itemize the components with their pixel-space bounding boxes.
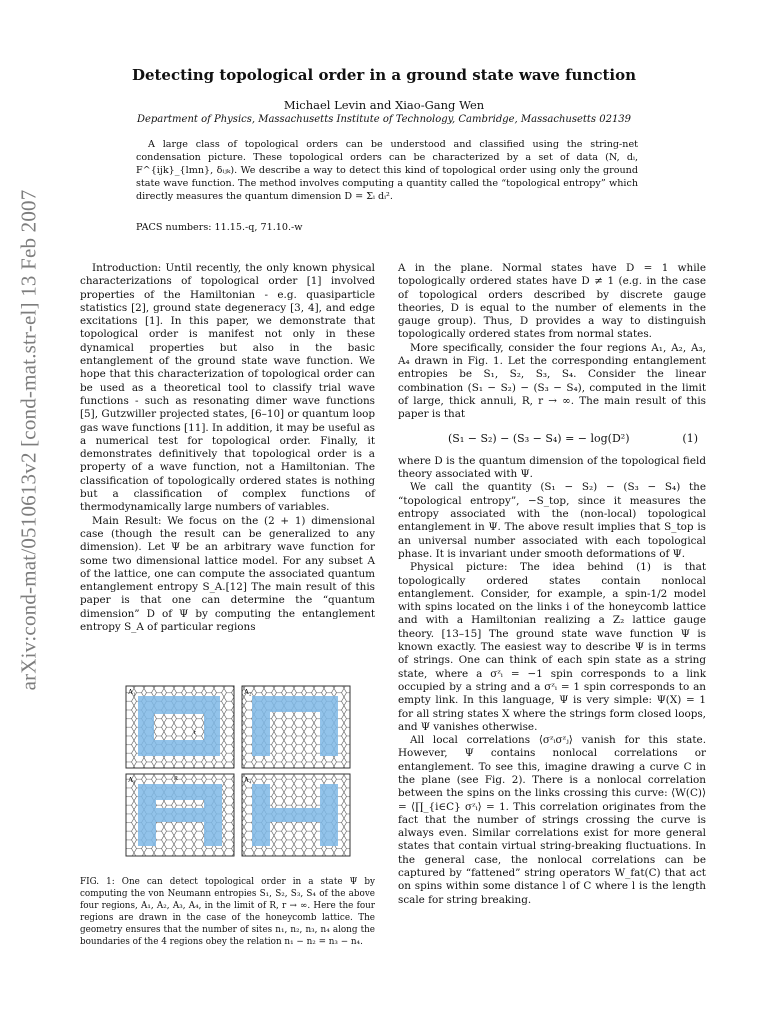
equation-1: [398, 422, 706, 455]
right-column: [398, 262, 706, 907]
right-paragraph-5: Physical picture: The idea behind (1) is that topologically ordered states contain nonlocal entanglement. Consider, for example, a spin-1/2 model with spins located on the links i of the honeycomb lattice and with a Hamiltonian realizing a Z₂ lattice gauge theory. [13–15] The ground state wave function Ψ is known exactly. The easiest way to describe Ψ is in terms of strings. One can think of each spin state as a string state, where a σᶻᵢ = −1 spin corresponds to a link occupied by a string and a σᶻᵢ = 1 spin corresponds to an empty link. In this language, Ψ is very simple: Ψ(X) = 1 for all string states X where the strings form closed loops, and Ψ vanishes otherwise.: [398, 561, 706, 733]
paper-title: Detecting topological order in a ground state wave function: [131, 66, 637, 84]
arxiv-sidebar: [10, 170, 48, 710]
label-r: r: [194, 730, 196, 736]
panel-a1: [126, 686, 234, 768]
intro-paragraph: Introduction: Until recently, the only known physical characterizations of topological order [1] involved properties of the Hamiltonian - e.g. quasiparticle statistics [2], ground state degeneracy [3, 4], and edge excitations [1]. In this paper, we demonstrate that topological order is manifest not only in these dynamical properties but also in the basic entanglement of the ground state wave function. We hope that this characterization of topological order can be used as a theoretical tool to classify trial wave functions - such as resonating dimer wave functions [5], Gutzwiller projected states, [6–10] or quantum loop gas wave functions [11]. In addition, it may be useful as a numerical test for topological order. Finally, it demonstrates definitively that topological order is a property of a wave function, not a Hamiltonian. The classification of topologically ordered states is nothing but a classification of complex functions of thermodynamically large numbers of variables.: [80, 262, 375, 514]
panel-a2: [242, 686, 350, 768]
paper-affiliation: Department of Physics, Massachusetts Institute of Technology, Cambridge, Massachusetts 02139: [136, 114, 632, 125]
right-paragraph-4: We call the quantity (S₁ − S₂) − (S₃ − S₄) the “topological entropy”, −S_top, since it measures the entropy associated with the (non-local) topological entanglement in Ψ. The above result implies that S_top is an universal number associated with each topological phase. It is invariant under smooth deformations of Ψ.: [398, 481, 706, 560]
label-a2: A₂: [244, 688, 252, 696]
panel-a4: [242, 774, 350, 856]
paper-authors: Michael Levin and Xiao-Gang Wen: [283, 98, 485, 112]
arxiv-identifier: arXiv:cond-mat/0510613v2 [cond-mat.str-el] 13 Feb 2007: [16, 189, 41, 691]
label-a3: A₃: [128, 776, 136, 784]
pacs-numbers: PACS numbers: 11.15.-q, 71.10.-w: [136, 222, 303, 233]
right-paragraph-1: A in the plane. Normal states have D = 1 while topologically ordered states have D ≠ 1 (e.g. in the case of topological orders described by discrete gauge theories, D is equal to the number of elements in the gauge group). Thus, D provides a way to distinguish topologically ordered states from normal states.: [398, 262, 706, 341]
main-result-paragraph: Main Result: We focus on the (2 + 1) dimensional case (though the result can be generalized to any dimension). Let Ψ be an arbitrary wave function for some two dimensional lattice model. For any subset A of the lattice, one can compute the associated quantum entanglement entropy S_A.[12] The main result of this paper is that one can determine the “quantum dimension” D of Ψ by computing the entanglement entropy S_A of particular regions: [80, 514, 375, 634]
equation-number: (1): [682, 431, 698, 445]
label-a4: A₄: [244, 776, 252, 784]
right-paragraph-3: where D is the quantum dimension of the topological field theory associated with Ψ.: [398, 454, 706, 481]
caption-text: FIG. 1: One can detect topological order in a state Ψ by computing the von Neumann entropies S₁, S₂, S₃, S₄ of the above four regions, A₁, A₂, A₃, A₄, in the limit of R, r → ∞. Here the four regions are drawn in the case of the honeycomb lattice. The geometry ensures that the number of sites n₁, n₂, n₃, n₄ along the boundaries of the 4 regions obey the relation n₁ − n₂ = n₃ − n₄.: [80, 877, 375, 947]
right-paragraph-6: All local correlations ⟨σᶻᵢσᶻⱼ⟩ vanish for this state. However, Ψ contains nonlocal correlations or entanglement. To see this, imagine drawing a curve C in the plane (see Fig. 2). There is a nonlocal correlation between the spins on the links crossing this curve: ⟨W(C)⟩ = ⟨∏_{i∈C} σᶻᵢ⟩ = 1. This correlation originates from the fact that the number of strings crossing the curve is always even. Similar correlations exist for more general states that contain virtual string-breaking fluctuations. In the general case, the nonlocal correlations can be captured by “fattened” string operators W_fat(C) that act on spins within some distance l of C where l is the length scale for string breaking.: [398, 734, 706, 906]
equation-body: (S₁ − S₂) − (S₃ − S₄) = − log(D²): [448, 431, 630, 445]
figure-1-caption: [80, 876, 375, 948]
abstract: A large class of topological orders can be understood and classified using the string-net condensation picture. These topological orders can be characterized by a set of data (N, dᵢ, F^{ijk}_{lmn}, δᵢⱼₖ). We describe a way to detect this kind of topological order using only the ground state wave function. The method involves computing a quantity called the “topological entropy” which directly measures the quantum dimension D = Σᵢ dᵢ².: [136, 139, 638, 202]
left-column: [80, 262, 375, 634]
figure-1: [124, 684, 352, 858]
right-paragraph-2: More specifically, consider the four regions A₁, A₂, A₃, A₄ drawn in Fig. 1. Let the corresponding entanglement entropies be S₁, S₂, S₃, S₄. Consider the linear combination (S₁ − S₂) − (S₃ − S₄), computed in the limit of large, thick annuli, R, r → ∞. The main result of this paper is that: [398, 341, 706, 421]
label-a1: A₁: [128, 688, 136, 696]
figure-1-graphic: [124, 684, 352, 858]
panel-a3: [126, 774, 234, 856]
